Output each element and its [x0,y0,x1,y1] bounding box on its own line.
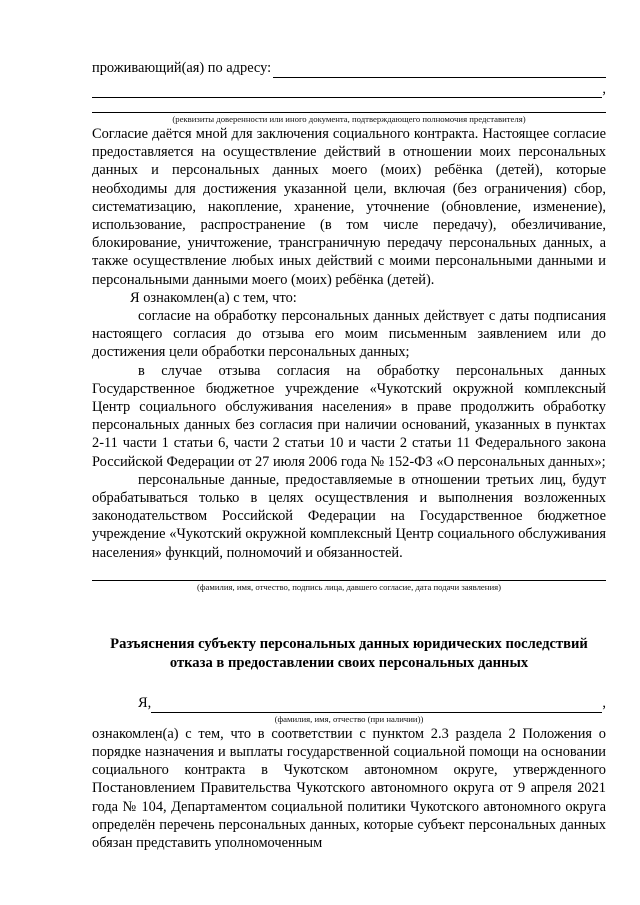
address-line-2 [92,78,606,98]
address-row [92,58,606,78]
address-blank-2[interactable] [92,82,602,98]
caption-signature: (фамилия, имя, отчество, подпись лица, давшего согласие, дата подачи заявления) [197,581,501,592]
caption-representative: (реквизиты доверенности или иного документа, подтверждающего полномочия представителя) [172,114,526,124]
section-heading [92,635,606,673]
address-comma: , [602,81,606,97]
heading-line-2: отказа в предоставлении своих персональных данных [169,654,529,671]
heading-line-1: Разъяснения субъекту персональных данных юридических последствий [110,635,588,652]
fio-comma: , [602,694,606,711]
fio-row [92,693,606,713]
ya-label: Я, [138,694,152,711]
paragraph-term: согласие на обработку персональных данных действует с даты подписания настоящего согласия до отзыва его моим письменным заявлением или до достижения цели обработки персональных данных; [92,308,606,361]
representative-blank[interactable] [92,98,606,113]
signature-blank[interactable] [92,566,606,581]
paragraph-third-parties: персональные данные, предоставляемые в отношении третьих лиц, будут обрабатываться только в целях осуществления и выполнения возложенных законодательством Российской Федерации на Государственное бюджетное учреждение «Чукотский окружной комплексный Центр социального обслуживания населения» функций, полномочий и обязанностей. [92,471,606,561]
paragraph-acquainted: Я ознакомлен(а) с тем, что: [130,289,297,306]
address-blank[interactable] [273,62,606,78]
fio-blank[interactable] [151,697,602,713]
address-label: проживающий(ая) по адресу: [92,60,272,76]
paragraph-revoke: в случае отзыва согласия на обработку персональных данных Государственное бюджетное учреждение «Чукотский окружной комплексный Центр социального обслуживания населения» в праве продолжить обработку персональных данных без согласия при наличии оснований, указанных в пунктах 2-11 части 1 статьи 6, части 2 статьи 10 и части 2 статьи 11 Федерального закона Российской Федерации от 27 июля 2006 года № 152-ФЗ «О персональных данных»; [92,362,606,470]
paragraph-explanation: ознакомлен(а) с тем, что в соответствии с пунктом 2.3 раздела 2 Положения о порядке назначения и выплаты государственной социальной помощи на основании социального контракта в Чукотском автономном округе, утвержденного Постановлением Правительства Чукотского автономного округа от 9 апреля 2021 года № 104, Департаментом социальной политики Чукотского автономного округа определён перечень персональных данных, которые субъект персональных данных обязан представить уполномоченным [92,725,606,852]
caption-fio: (фамилия, имя, отчество (при наличии)) [274,713,424,724]
paragraph-consent: Согласие даётся мной для заключения социального контракта. Настоящее согласие предоставляется на осуществление действий в отношении моих персональных данных и персональных данных моего (моих) ребёнка (детей), которые необходимы для достижения указанной цели, включая (без ограничения) сбор, систематизацию, накопление, хранение, уточнение (обновление, изменение), использование, распространение (в том числе передачу), обезличивание, блокирование, уничтожение, трансграничную передачу персональных данных, а также осуществление любых иных действий с моими персональными данными и персональными данными моего (моих) ребёнка (детей). [92,126,606,288]
